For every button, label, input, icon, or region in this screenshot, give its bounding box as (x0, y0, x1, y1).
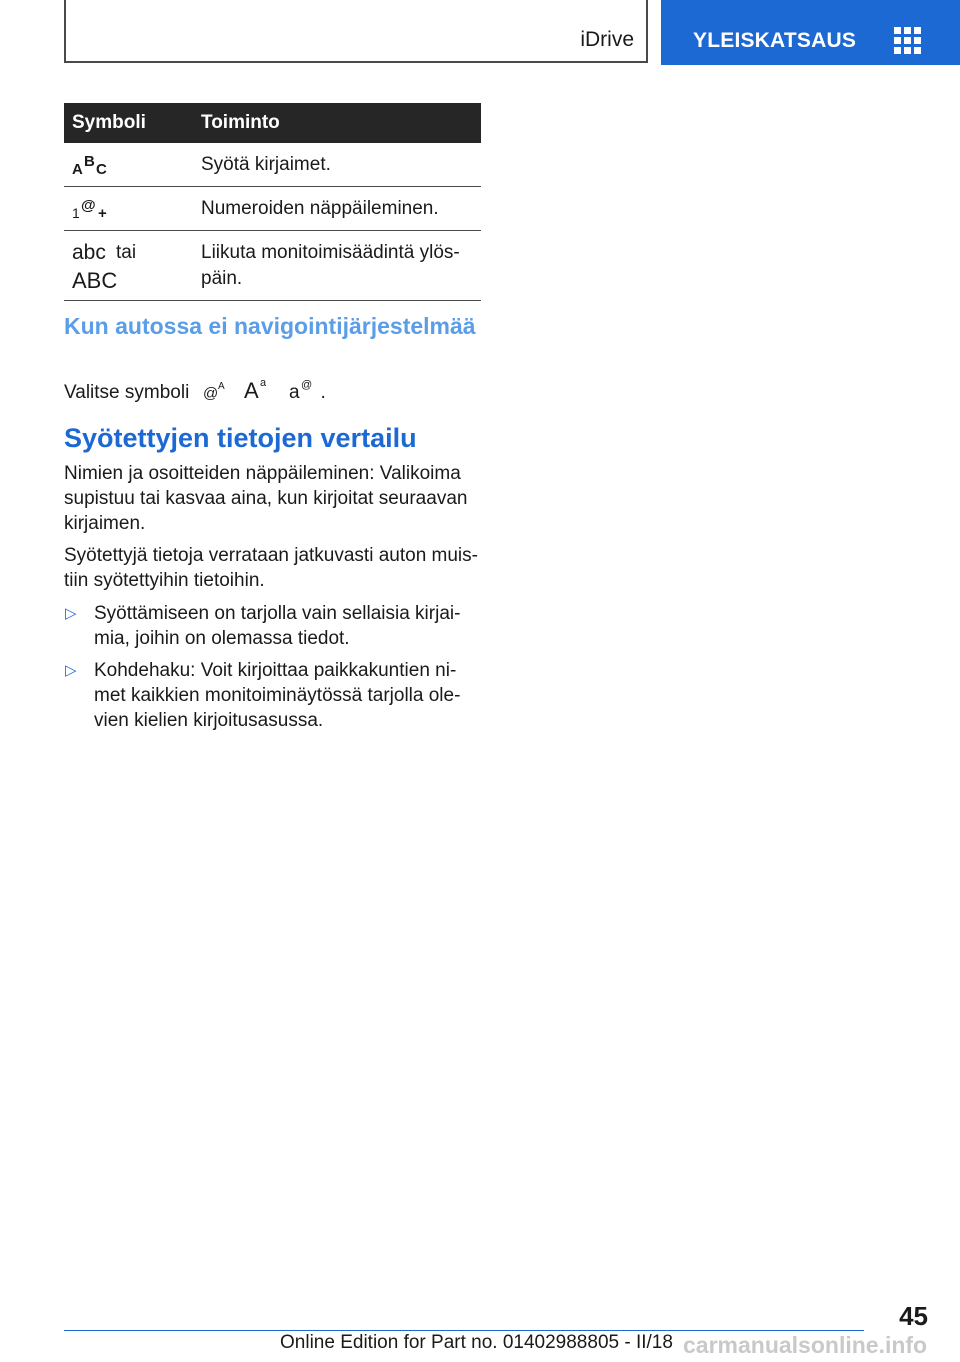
svg-text:A: A (217, 381, 225, 392)
subsection-heading: Kun autossa ei navigointijärjestelmää (64, 313, 476, 339)
column-header-function: Toiminto (196, 103, 481, 143)
svg-text:B: B (84, 152, 95, 170)
grid-menu-icon (894, 27, 921, 54)
instruction-period: . (320, 382, 326, 403)
chapter-tab[interactable] (661, 0, 960, 65)
svg-text:A: A (72, 160, 83, 177)
or-text: tai (116, 242, 137, 263)
list-item-text: Syöttämiseen on tarjolla vain sellaisia kirjai-mia, joihin on olemassa tiedot. (94, 603, 461, 649)
table-row (64, 231, 481, 301)
triangle-bullet-icon: ▷ (65, 662, 77, 679)
capital-a-symbol-icon (244, 375, 274, 401)
svg-text:1: 1 (72, 204, 80, 221)
list-item (64, 601, 479, 651)
list-item (64, 658, 479, 733)
edition-footer: Online Edition for Part no. 01402988805 - II/18 (280, 1332, 673, 1353)
table-cell-text: Numeroiden näppäileminen. (196, 187, 481, 231)
svg-text:A: A (243, 378, 259, 401)
table-cell-text: Syötä kirjaimet. (196, 143, 481, 187)
symbol-table (64, 103, 481, 301)
paragraph: Syötettyjä tietoja verrataan jatkuvasti auton muis-tiin syötettyihin tietoihin. (64, 545, 478, 591)
letters-abc-icon (72, 153, 112, 177)
section-title: iDrive (580, 28, 634, 51)
chapter-label: YLEISKATSAUS (693, 29, 857, 52)
paragraph: Nimien ja osoitteiden näppäileminen: Valikoima supistuu tai kasvaa aina, kun kirjoitat seuraavan kirjaimen. (64, 463, 468, 534)
at-a-symbol-icon (203, 379, 229, 401)
symbol-instruction (64, 375, 479, 405)
table-row (64, 143, 481, 187)
table-cell-text: Liikuta monitoimisäädintä ylös-päin. (196, 231, 481, 301)
page-number: 45 (899, 1301, 928, 1331)
numbers-symbols-icon (72, 197, 112, 221)
triangle-bullet-icon: ▷ (65, 605, 77, 622)
column-header-symbol: Symboli (64, 103, 196, 143)
list-item-text: Kohdehaku: Voit kirjoittaa paikkakuntien ni-met kaikkien monitoiminäytössä tarjolla ole-vien kielien kirjoitusasussa. (94, 660, 461, 731)
section-heading: Syötettyjen tietojen vertailu (64, 423, 417, 453)
svg-text:a: a (259, 377, 266, 389)
lowercase-a-at-symbol-icon (289, 377, 315, 401)
instruction-text: Valitse symboli (64, 382, 190, 403)
svg-text:a: a (289, 382, 300, 401)
svg-text:@: @ (81, 196, 96, 214)
footer-rule (64, 1330, 864, 1331)
svg-text:ABC: ABC (72, 268, 118, 292)
svg-text:abc: abc (72, 241, 106, 264)
running-header (64, 0, 648, 63)
svg-text:+: + (98, 204, 107, 221)
uppercase-abc-icon (72, 266, 122, 292)
lowercase-abc-icon (72, 240, 112, 264)
svg-text:C: C (96, 160, 107, 177)
watermark: carmanualsonline.info (683, 1332, 928, 1358)
svg-text:@: @ (202, 385, 218, 401)
table-row (64, 187, 481, 231)
svg-text:@: @ (301, 379, 313, 391)
